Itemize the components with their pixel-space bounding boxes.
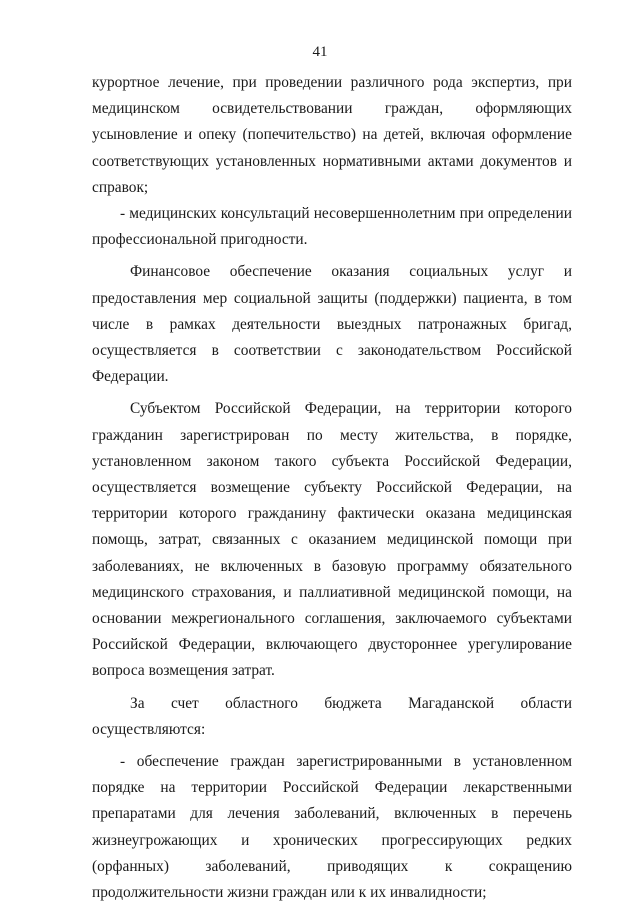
document-body	[92, 70, 572, 906]
paragraph-regional-budget: За счет областного бюджета Магаданской области осуществляются:	[92, 694, 572, 738]
paragraph-financing: Финансовое обеспечение оказания социальных услуг и предоставления мер социальной защиты (поддержки) пациента, в том числе в рамках деятельности выездных патронажных бригад, осуществляется в соответствии с законодательством Российской Федерации.	[92, 263, 572, 386]
paragraph-bullet-consultations: - медицинских консультаций несовершеннолетним при определении профессиональной пригодности.	[92, 205, 572, 249]
paragraph-bullet-orphan-drugs: - обеспечение граждан зарегистрированными в установленном порядке на территории Российской Федерации лекарственными препаратами для лечения заболеваний, включенных в перечень жизнеугрожающих и хронических прогрессирующих редких (орфанных) заболеваний, приводящих к сокращению продолжительности жизни граждан или к их инвалидности;	[92, 753, 572, 902]
page-number: 41	[312, 44, 328, 60]
paragraph-reimbursement: Субъектом Российской Федерации, на территории которого гражданин зарегистрирован по месту жительства, в порядке, установленном законом такого субъекта Российской Федерации, осуществляется возмещение субъекту Российской Федерации, на территории которого гражданину фактически оказана медицинская помощь, затрат, связанных с оказанием медицинской помощи при заболеваниях, не включенных в базовую программу обязательного медицинского страхования, и паллиативной медицинской помощи, на основании межрегионального соглашения, заключаемого субъектами Российской Федерации, включающего двустороннее урегулирование вопроса возмещения затрат.	[92, 400, 572, 680]
paragraph-continuation: курортное лечение, при проведении различного рода экспертиз, при медицинском освидетельствовании граждан, оформляющих усыновление и опеку (попечительство) на детей, включая оформление соответствующих установленных нормативными актами документов и справок;	[92, 74, 572, 196]
